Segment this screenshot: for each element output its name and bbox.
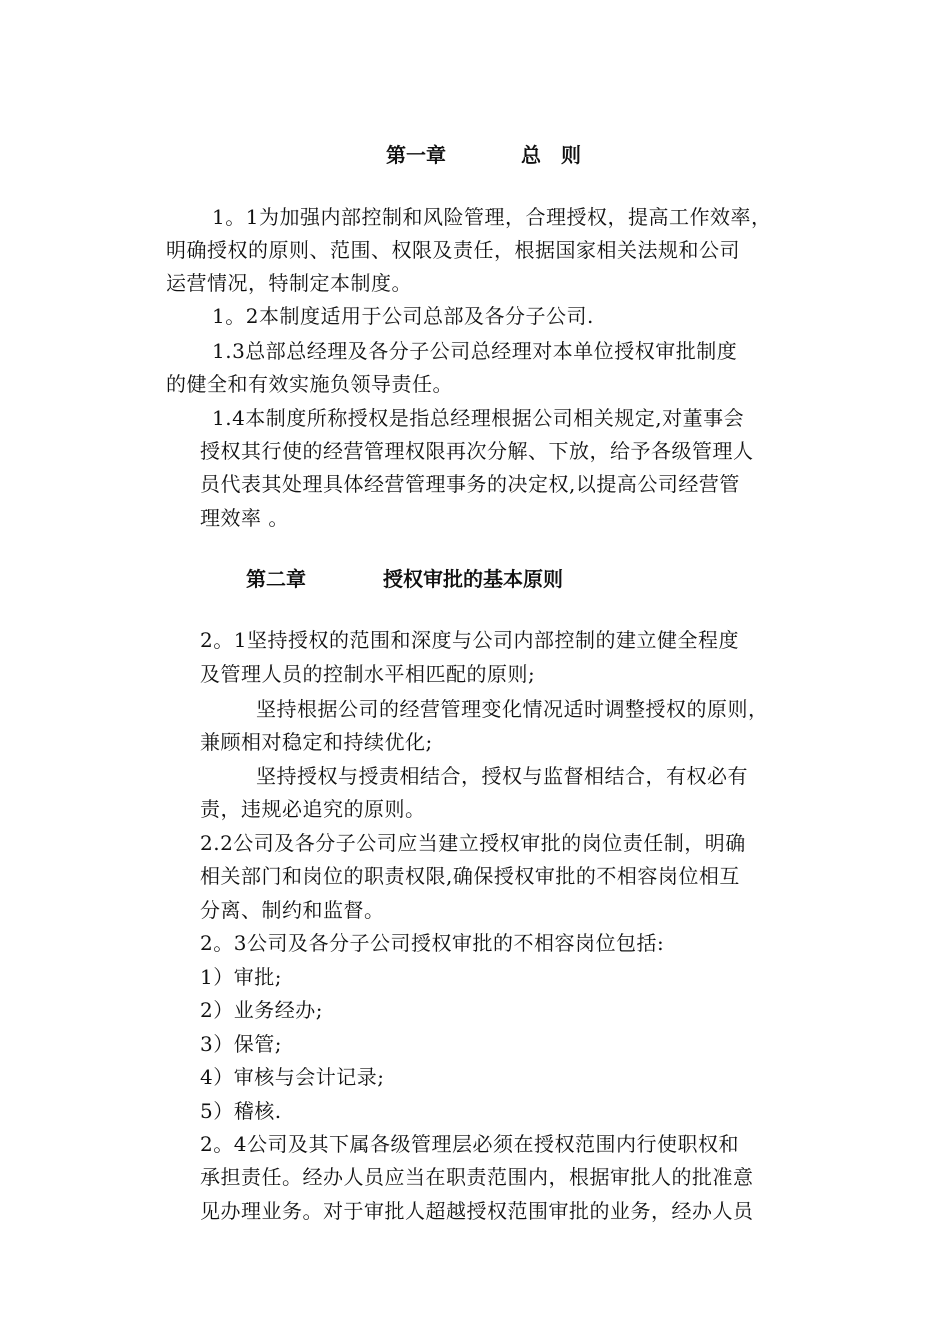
chapter-1-title: 总 则 xyxy=(520,143,581,167)
paragraph-line: 2。3公司及各分子公司授权审批的不相容岗位包括: xyxy=(200,931,665,955)
paragraph-line: 1。2本制度适用于公司总部及各分子公司. xyxy=(212,304,594,328)
paragraph-line: 坚持授权与授责相结合，授权与监督相结合，有权必有 xyxy=(256,764,748,788)
paragraph-line: 员代表其处理具体经营管理事务的决定权,以提高公司经营管 xyxy=(200,472,740,496)
list-item: 3）保管; xyxy=(200,1032,282,1056)
paragraph-line: 1.4本制度所称授权是指总经理根据公司相关规定,对董事会 xyxy=(212,406,745,430)
paragraph-line: 2。4公司及其下属各级管理层必须在授权范围内行使职权和 xyxy=(200,1132,739,1156)
paragraph-line: 1。1为加强内部控制和风险管理，合理授权，提高工作效率， xyxy=(212,205,772,229)
paragraph-line: 见办理业务。对于审批人超越授权范围审批的业务，经办人员 xyxy=(200,1199,754,1223)
paragraph-line: 相关部门和岗位的职责权限,确保授权审批的不相容岗位相互 xyxy=(200,864,740,888)
paragraph-line: 1.3总部总经理及各分子公司总经理对本单位授权审批制度 xyxy=(212,339,738,363)
chapter-2-heading xyxy=(246,565,563,593)
paragraph-line: 坚持根据公司的经营管理变化情况适时调整授权的原则， xyxy=(256,697,769,721)
list-item: 2）业务经办; xyxy=(200,998,323,1022)
paragraph-line: 理效率 。 xyxy=(200,506,289,530)
paragraph-line: 及管理人员的控制水平相匹配的原则; xyxy=(200,662,536,686)
paragraph-line: 运营情况，特制定本制度。 xyxy=(166,271,412,295)
chapter-1-number: 第一章 xyxy=(386,143,446,167)
paragraph-line: 的健全和有效实施负领导责任。 xyxy=(166,372,453,396)
chapter-2-title: 授权审批的基本原则 xyxy=(382,567,563,591)
paragraph-line: 分离、制约和监督。 xyxy=(200,898,385,922)
chapter-1-heading xyxy=(386,141,581,169)
paragraph-line: 2.2公司及各分子公司应当建立授权审批的岗位责任制，明确 xyxy=(200,831,746,855)
paragraph-line: 承担责任。经办人员应当在职责范围内，根据审批人的批准意 xyxy=(200,1165,754,1189)
paragraph-line: 兼顾相对稳定和持续优化; xyxy=(200,730,433,754)
paragraph-line: 责，违规必追究的原则。 xyxy=(200,797,426,821)
list-item: 4）审核与会计记录; xyxy=(200,1065,385,1089)
list-item: 5）稽核. xyxy=(200,1099,282,1123)
chapter-2-number: 第二章 xyxy=(246,567,306,591)
paragraph-line: 授权其行使的经营管理权限再次分解、下放，给予各级管理人 xyxy=(200,439,754,463)
list-item: 1）审批; xyxy=(200,965,282,989)
paragraph-line: 2。1坚持授权的范围和深度与公司内部控制的建立健全程度 xyxy=(200,628,739,652)
paragraph-line: 明确授权的原则、范围、权限及责任，根据国家相关法规和公司 xyxy=(166,238,740,262)
